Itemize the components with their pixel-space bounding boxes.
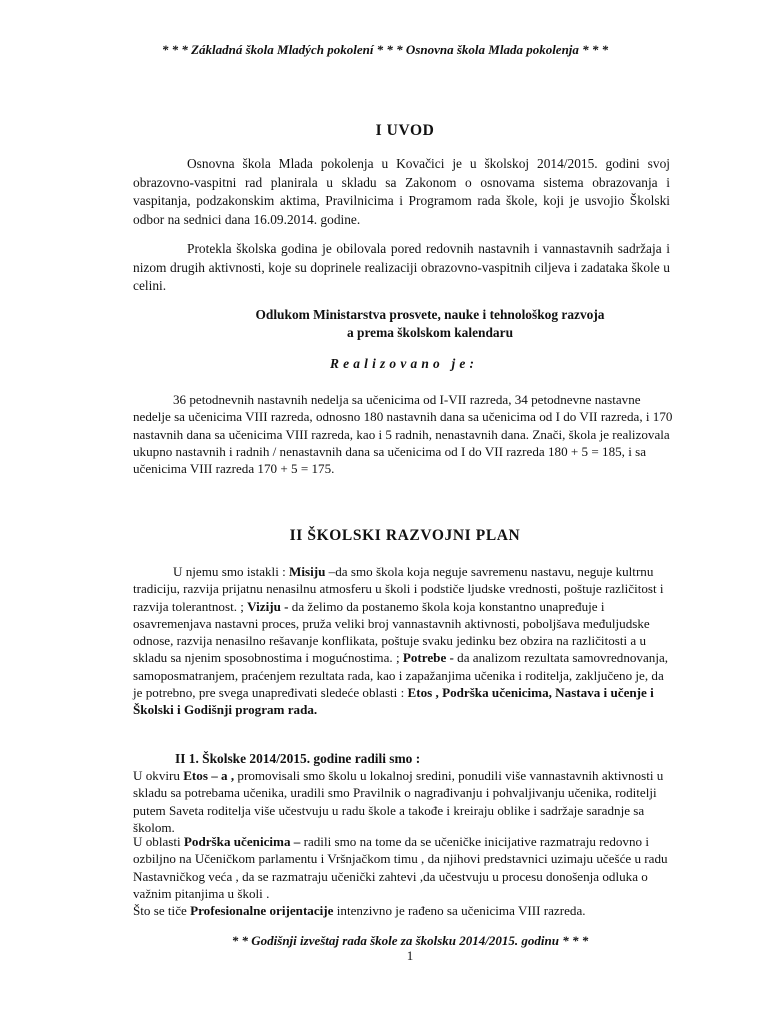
student-support-paragraph <box>133 833 673 902</box>
ethos-label: Etos – a , <box>183 768 235 783</box>
text-run: –da smo škola koja neguje savremenu nastavu, neguje kultrnu tradiciju, razvija prijatnu nenasilnu atmosferu u školi i podstiče ljudske vrednosti, poštuje različitost i razvija tolerantnost. ; <box>133 564 664 614</box>
school-year-paragraph: Protekla školska godina je obilovala pored redovnih nastavnih i vannastavnih sadržaja i nizom drugih aktivnosti, koje su doprinele realizaciji obrazovno-vaspitnih ciljeva i zadataka škole u celini. <box>133 241 670 293</box>
subsection-heading: II 1. Školske 2014/2015. godine radili smo : <box>175 751 421 766</box>
section-title-uvod: I UVOD <box>375 122 435 139</box>
text-run: intenzivno je rađeno sa učenicima VIII razreda. <box>333 903 586 918</box>
vision-label: Viziju - <box>247 598 289 614</box>
student-support-label: Podrška učenicima – <box>183 834 301 849</box>
teaching-days-paragraph: 36 petodnevnih nastavnih nedelja sa učenicima od I-VII razreda, 34 petodnevne nastavne nedelje sa učenicima VIII razreda, odnosno 180 nastavnih dana sa učenicima od I do VII razreda, i 170 nastavnih dana sa učenicima VIII razreda, kao i 5 radnih, nenastavnih dana. Znači, škola je realizovala ukupno nastavnih i radnih / nenastavnih dana sa učenicima od I do VII razreda 180 + 5 = 185, i sa učenicima VIII razreda 170 + 5 = 175. <box>133 392 673 477</box>
areas-label: Etos , Podrška učenicima, Nastava i učenje i Školski i Godišnji program rada. <box>133 685 654 718</box>
text-run: da želimo da postanemo škola koja konstantno unapređuje i osavremenjava nastavni proces, pruža veliki broj vannastavnih aktivnosti, poboljšava međuljudske odnose, razvija nenasilno rešavanje konflikata, poštuje svaku jedinku bez obzira na različitosti a u skladu sa njenim sposobnostima i mogućnostima. ; <box>133 598 650 666</box>
decision-line-1: Odlukom Ministarstva prosvete, nauke i tehnološkog razvoja <box>255 307 605 322</box>
section-title-development-plan: II ŠKOLSKI RAZVOJNI PLAN <box>289 527 521 544</box>
page-number: 1 <box>406 948 414 963</box>
intro-paragraph: Osnovna škola Mlada pokolenja u Kovačici je u školskoj 2014/2015. godini svoj obrazovno-vaspitni rad planirala u skladu sa Zakonom o osnovama sistema obrazovanja i vaspitanja, podzakonskim aktima, Pravilnicima i Programom rada škole, koji je usvojio Školski odbor na sednici dana 16.09.2014. godine. <box>133 156 670 227</box>
orientation-paragraph <box>133 902 673 919</box>
orientation-label: Profesionalne orijentacije <box>190 903 334 918</box>
text-run: U njemu smo istakli : <box>173 564 290 579</box>
text-run: da analizom rezultata samovrednovanja, samoposmatranjem, praćenjem rezultata rada, kao i zapažanjima učenika i roditelja, zaključeno je, da je potrebno, pre svega unapređivati sledeće oblasti : <box>133 650 669 701</box>
text-run: Što se tiče <box>133 903 191 918</box>
page-header: * * * Základná škola Mladých pokolení * * * Osnovna škola Mlada pokolenja * * * <box>161 42 609 57</box>
page-footer: * * Godišnji izveštaj rada škole za školsku 2014/2015. godinu * * * <box>231 933 589 948</box>
needs-label: Potrebe - <box>402 650 454 666</box>
decision-line-2: a prema školskom kalendaru <box>346 325 514 340</box>
ethos-paragraph <box>133 767 673 836</box>
text-run: promovisali smo školu u lokalnoj sredini, ponudili više vannastavnih aktivnosti u skladu sa potrebama učenika, uradili smo Pravilnik o nagrađivanju i pohvaljivanju učenika, roditelji putem Saveta roditelja više učestvuju u radu škole a takođe i kreiraju oblike i sadržaje saradnje sa školom. <box>133 768 664 835</box>
text-run: U oblasti <box>133 834 184 849</box>
realized-heading: Realizovano je: <box>330 356 479 371</box>
development-plan-paragraph <box>133 563 673 719</box>
mission-label: Misiju <box>289 564 326 579</box>
text-run: U okviru <box>133 768 184 783</box>
text-run: radili smo na tome da se učeničke inicijative razmatraju redovno i ozbiljno na Učeničkom parlamentu i Vršnjačkom timu , da njihovi predstavnici uzimaju učešće u radu Nastavničkog veća , da se razmatraju učenički zahtevi ,da učestvuju u procesu donošenja odluka o važnim pitanjima u školi . <box>133 834 668 901</box>
